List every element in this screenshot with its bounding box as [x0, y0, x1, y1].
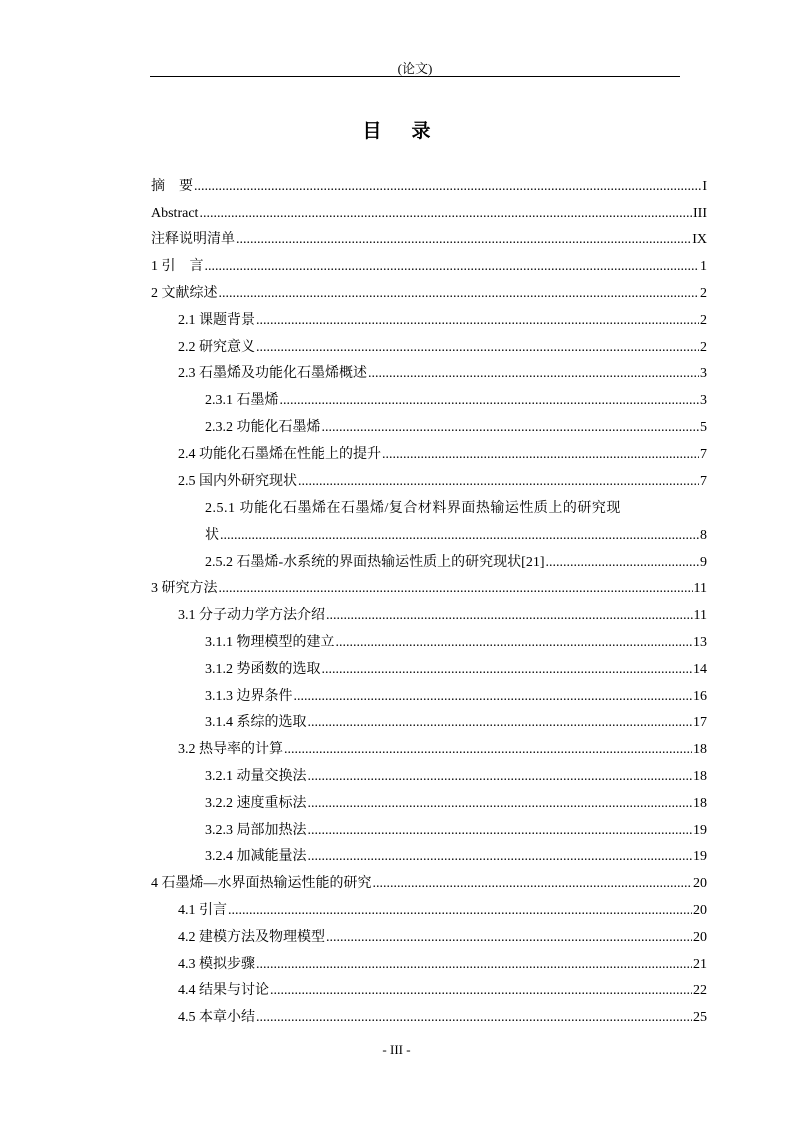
toc-entry-page: 20: [693, 903, 707, 919]
toc-dot-leader: [373, 876, 693, 892]
toc-entry-label: 3.1.2 势函数的选取: [205, 661, 321, 677]
toc-dot-leader: [308, 849, 693, 865]
toc-dot-leader: [326, 608, 693, 624]
toc-entry-label: 3.2 热导率的计算: [178, 742, 283, 758]
toc-entry[interactable]: [151, 999, 707, 1026]
toc-dot-leader: [280, 393, 700, 409]
toc-entry[interactable]: [151, 571, 707, 598]
toc-dot-leader: [294, 689, 693, 705]
toc-entry[interactable]: [151, 329, 707, 356]
toc-entry-page: IX: [692, 232, 707, 248]
toc-entry-page: 7: [700, 446, 707, 462]
toc-dot-leader: [256, 313, 699, 329]
toc-entry[interactable]: [151, 597, 707, 624]
toc-entry-page: 20: [693, 929, 707, 945]
toc-entry[interactable]: [151, 839, 707, 866]
toc-entry-page: III: [693, 205, 707, 221]
toc-entry-page: 3: [700, 366, 707, 382]
toc-entry[interactable]: [151, 919, 707, 946]
toc-entry-page: 14: [693, 661, 707, 677]
toc-dot-leader: [308, 769, 693, 785]
toc-dot-leader: [322, 420, 700, 436]
toc-entry-page: 3: [700, 393, 707, 409]
toc-entry-label: 4.2 建模方法及物理模型: [178, 929, 325, 945]
toc-entry-label: 2.2 研究意义: [178, 339, 255, 355]
toc-entry-continuation[interactable]: [151, 517, 707, 544]
toc-entry-label: 状: [205, 527, 219, 543]
toc-entry-label: 注释说明清单: [151, 232, 235, 248]
toc-entry[interactable]: [151, 624, 707, 651]
toc-entry-page: 5: [700, 419, 707, 435]
toc-dot-leader: [546, 555, 700, 571]
toc-entry[interactable]: [151, 195, 707, 222]
toc-dot-leader: [308, 823, 693, 839]
toc-entry-page: 19: [693, 822, 707, 838]
toc-entry[interactable]: [151, 302, 707, 329]
toc-entry-page: 9: [700, 554, 707, 570]
toc-entry-label: 3.1.1 物理模型的建立: [205, 635, 335, 651]
toc-entry[interactable]: [151, 812, 707, 839]
toc-entry-label: 2.1 课题背景: [178, 312, 255, 328]
toc-entry-page: 2: [700, 339, 707, 355]
toc-entry-page: 16: [693, 688, 707, 704]
toc-entry[interactable]: [151, 678, 707, 705]
toc-entry-label: 2.5 国内外研究现状: [178, 473, 297, 489]
toc-entry-label: 3.2.2 速度重标法: [205, 795, 307, 811]
toc-entry-page: 2: [700, 312, 707, 328]
toc-entry-label: 2.3.2 功能化石墨烯: [205, 419, 321, 435]
toc-dot-leader: [219, 581, 693, 597]
toc-entry[interactable]: [151, 275, 707, 302]
toc-entry[interactable]: [151, 785, 707, 812]
toc-entry[interactable]: [151, 651, 707, 678]
toc-entry-page: 21: [693, 956, 707, 972]
toc-entry[interactable]: [151, 222, 707, 249]
toc-entry-page: 18: [693, 795, 707, 811]
toc-entry-label: 3.1.4 系综的选取: [205, 715, 307, 731]
toc-entry-label: 4.1 引言: [178, 903, 227, 919]
toc-entry-label: 2.3.1 石墨烯: [205, 393, 279, 409]
toc-entry-label: 3.2.4 加减能量法: [205, 849, 307, 865]
toc-entry[interactable]: [151, 168, 707, 195]
toc-entry[interactable]: [151, 758, 707, 785]
toc-dot-leader: [308, 715, 693, 731]
toc-entry-page: I: [702, 178, 707, 194]
toc-entry[interactable]: [151, 946, 707, 973]
toc-entry[interactable]: [151, 892, 707, 919]
toc-entry-page: 19: [693, 849, 707, 865]
toc-entry-page: 7: [700, 473, 707, 489]
toc-entry-label: 2.5.2 石墨烯-水系统的界面热输运性质上的研究现状[21]: [205, 554, 545, 570]
toc-entry-label: 4.5 本章小结: [178, 1010, 255, 1026]
toc-entry-label: 4.4 结果与讨论: [178, 983, 269, 999]
toc-dot-leader: [205, 259, 700, 275]
toc-entry-label: 摘 要: [151, 178, 193, 194]
toc-entry[interactable]: [151, 356, 707, 383]
toc-entry-label: 1 引 言: [151, 259, 204, 275]
toc-entry-label: 3.2.1 动量交换法: [205, 769, 307, 785]
toc-dot-leader: [326, 930, 692, 946]
toc-entry-label: 2 文献综述: [151, 285, 218, 301]
toc-entry-label: 4.3 模拟步骤: [178, 956, 255, 972]
toc-entry[interactable]: [151, 248, 707, 275]
toc-entry-page: 2: [700, 285, 707, 301]
page-footer-number: - III -: [382, 1042, 411, 1057]
toc-dot-leader: [228, 903, 692, 919]
toc-entry-page: 11: [693, 581, 707, 597]
page-title: 目录: [362, 120, 461, 142]
toc-entry[interactable]: [151, 436, 707, 463]
toc-dot-leader: [368, 366, 699, 382]
toc-entry[interactable]: [151, 865, 707, 892]
toc-entry-label: 2.5.1 功能化石墨烯在石墨烯/复合材料界面热输运性质上的研究现: [205, 501, 621, 517]
toc-dot-leader: [219, 286, 700, 302]
toc-entry-page: 1: [700, 259, 707, 275]
toc-entry-page: 20: [693, 876, 707, 892]
toc-entry-label: 2.4 功能化石墨烯在性能上的提升: [178, 446, 381, 462]
toc-entry[interactable]: [151, 731, 707, 758]
toc-dot-leader: [284, 742, 692, 758]
toc-entry-label: 4 石墨烯—水界面热输运性能的研究: [151, 876, 372, 892]
toc-entry-page: 8: [700, 527, 707, 543]
toc-entry[interactable]: [151, 705, 707, 732]
toc-entry-page: 18: [693, 769, 707, 785]
toc-entry[interactable]: [151, 490, 707, 518]
toc-dot-leader: [322, 662, 693, 678]
toc-dot-leader: [270, 983, 692, 999]
toc-dot-leader: [256, 1010, 692, 1026]
header-rule: [150, 76, 680, 77]
page-header: (论文): [397, 61, 433, 76]
toc-entry-page: 11: [693, 608, 707, 624]
toc-dot-leader: [336, 635, 693, 651]
toc-dot-leader: [194, 179, 701, 195]
toc-entry-label: 3.1 分子动力学方法介绍: [178, 608, 325, 624]
toc-entry[interactable]: [151, 973, 707, 1000]
toc-dot-leader: [256, 340, 699, 356]
toc-entry-label: 3.1.3 边界条件: [205, 688, 293, 704]
toc-entry[interactable]: [151, 409, 707, 436]
toc-entry-label: 2.3 石墨烯及功能化石墨烯概述: [178, 366, 367, 382]
toc-entry-page: 17: [693, 715, 707, 731]
toc-dot-leader: [298, 474, 699, 490]
table-of-contents: [151, 168, 707, 1026]
toc-entry[interactable]: [151, 544, 707, 571]
toc-entry-page: 22: [693, 983, 707, 999]
toc-dot-leader: [256, 957, 692, 973]
toc-entry-page: 18: [693, 742, 707, 758]
toc-dot-leader: [308, 796, 693, 812]
toc-entry[interactable]: [151, 463, 707, 490]
toc-dot-leader: [220, 528, 699, 544]
toc-entry-label: 3 研究方法: [151, 581, 218, 597]
toc-entry-label: Abstract: [151, 205, 199, 221]
toc-entry-page: 13: [693, 635, 707, 651]
toc-entry-page: 25: [693, 1010, 707, 1026]
toc-dot-leader: [382, 447, 699, 463]
toc-dot-leader: [236, 232, 691, 248]
toc-dot-leader: [199, 206, 692, 222]
toc-entry-label: 3.2.3 局部加热法: [205, 822, 307, 838]
toc-entry[interactable]: [151, 382, 707, 409]
